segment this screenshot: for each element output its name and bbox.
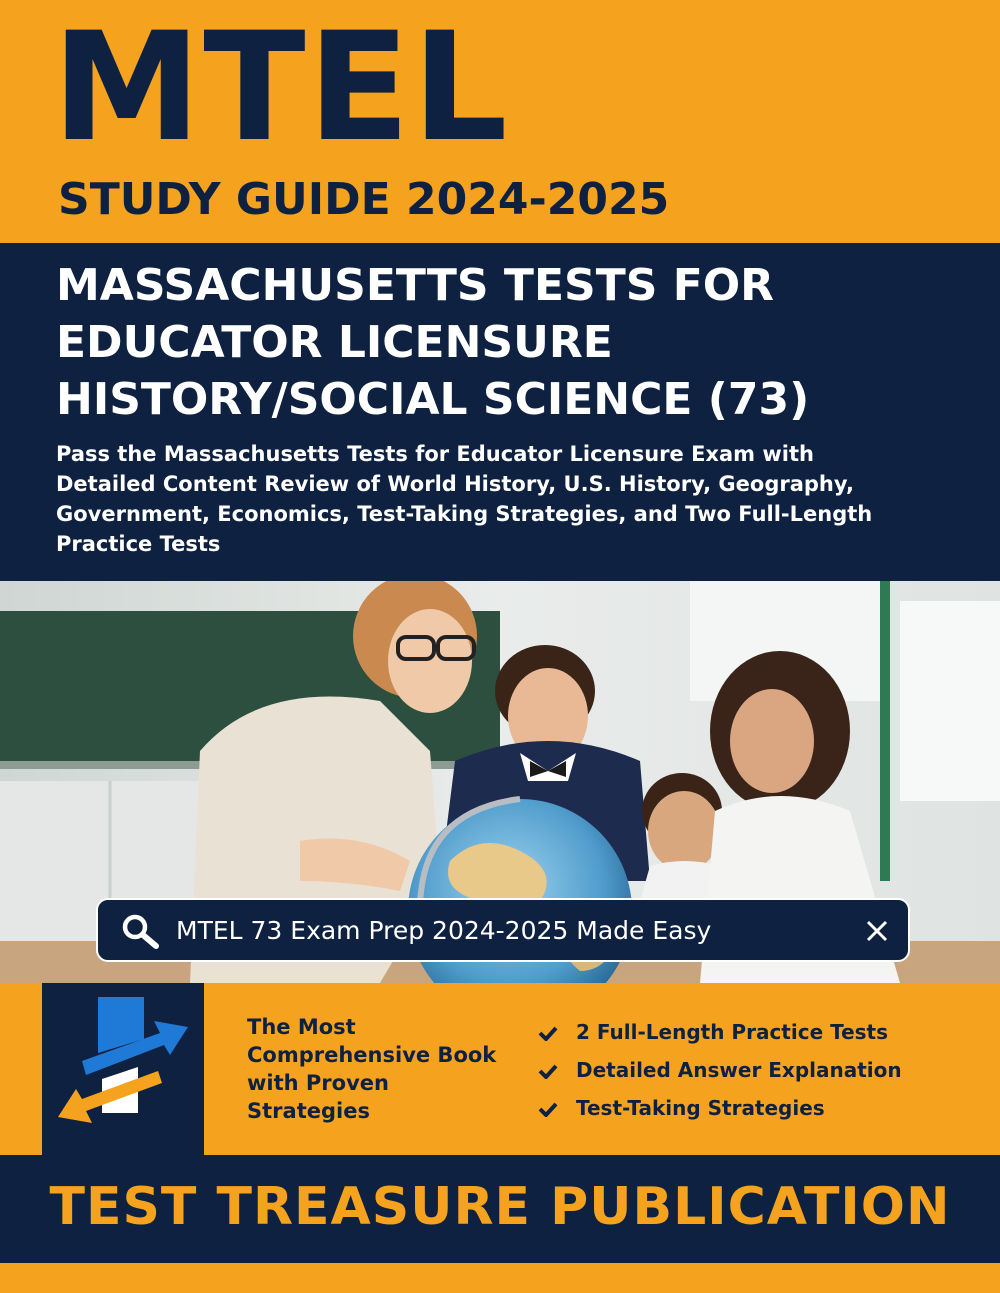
feature-item [538,1017,902,1055]
checkmark-icon [538,1101,558,1117]
description-line-2: Detailed Content Review of World History, U.S. History, Geography, [56,472,854,496]
description-line-4: Practice Tests [56,532,221,556]
features-band [0,983,1000,1293]
arrows-logo-icon [42,983,204,1155]
description-line-1: Pass the Massachusetts Tests for Educator Licensure Exam with [56,442,814,466]
description-band [0,243,1000,581]
publisher-name: TEST TREASURE PUBLICATION [49,1177,951,1237]
feature-item [538,1093,902,1131]
close-icon[interactable] [864,918,890,944]
feature-label: 2 Full-Length Practice Tests [576,1020,889,1044]
description-line-3: Government, Economics, Test-Taking Strategies, and Two Full-Length [56,502,873,526]
search-icon [120,913,160,949]
feature-item [538,1055,902,1093]
title-band [0,0,1000,243]
search-bar[interactable] [96,898,910,962]
heading-line-1: MASSACHUSETTS TESTS FOR [56,260,775,311]
publisher-logo [42,983,204,1155]
feature-label: Test-Taking Strategies [576,1096,825,1120]
study-guide-subtitle: STUDY GUIDE 2024-2025 [58,174,670,225]
search-query-text: MTEL 73 Exam Prep 2024-2025 Made Easy [176,916,712,945]
checkmark-icon [538,1063,558,1079]
main-title: MTEL [52,1,510,175]
heading-line-3: HISTORY/SOCIAL SCIENCE (73) [56,374,810,425]
feature-list [538,1017,902,1131]
feature-label: Detailed Answer Explanation [576,1058,902,1082]
checkmark-icon [538,1025,558,1041]
publisher-bar [0,1155,1000,1263]
heading-line-2: EDUCATOR LICENSURE [56,317,613,368]
tagline: The Most Comprehensive Book with Proven Strategies [247,1015,497,1123]
